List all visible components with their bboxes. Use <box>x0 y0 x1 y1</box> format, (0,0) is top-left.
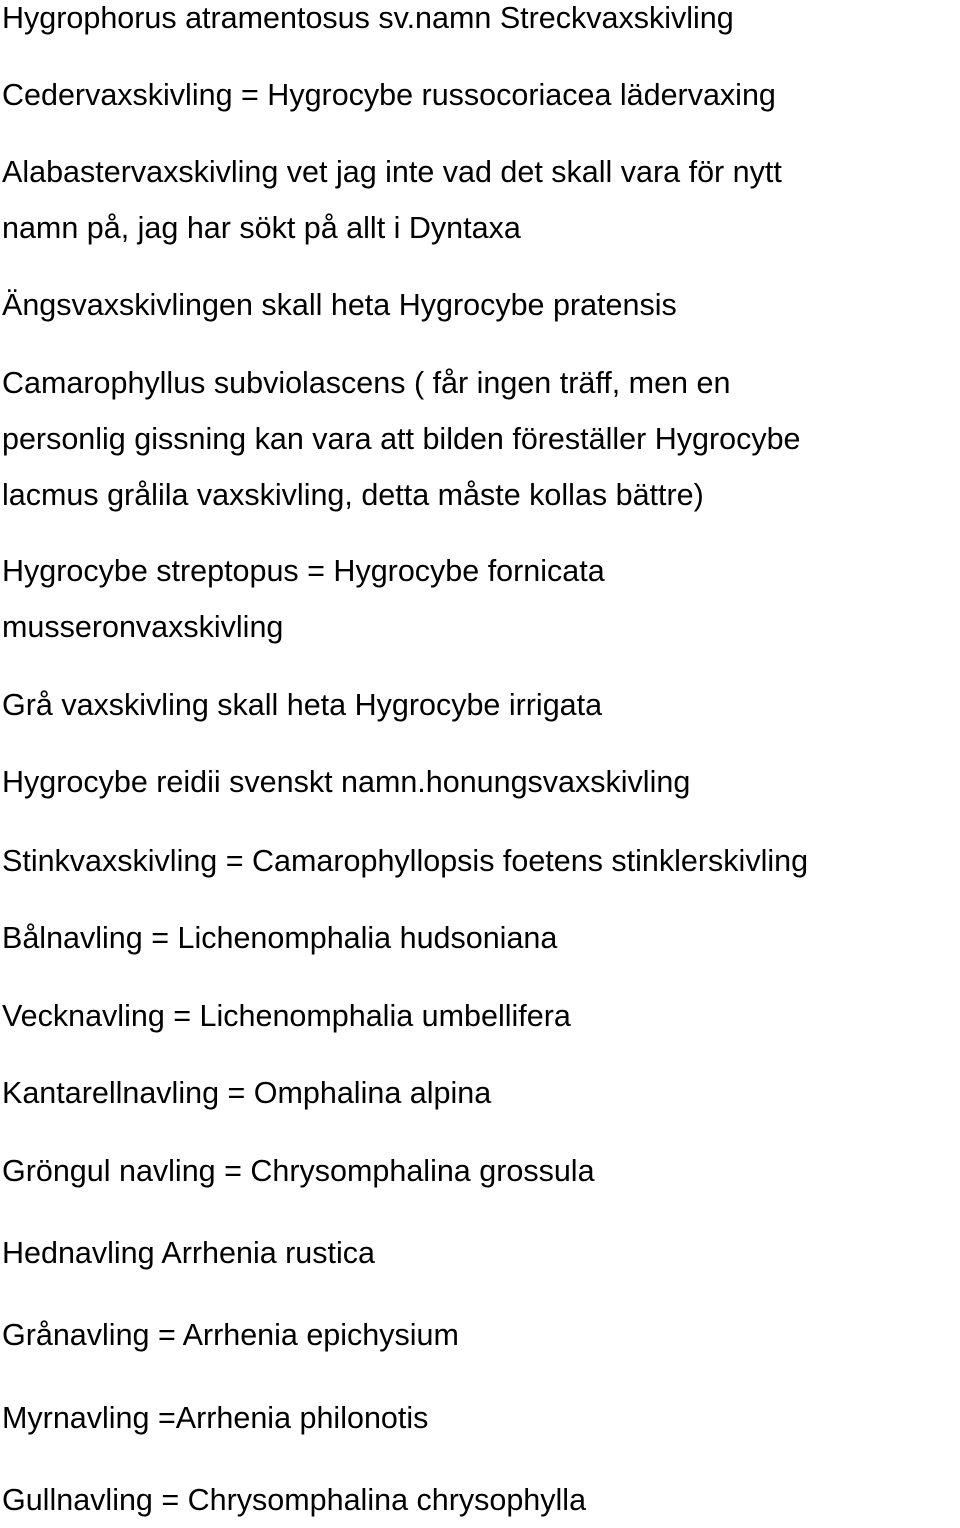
paragraph-hygrocybe-streptopus <box>2 543 605 655</box>
text-line: Myrnavling =Arrhenia philonotis <box>2 1401 429 1435</box>
paragraph-streckvaxskivling <box>2 0 734 46</box>
text-line: Gröngul navling = Chrysomphalina grossula <box>2 1154 595 1188</box>
text-line: Kantarellnavling = Omphalina alpina <box>2 1076 492 1110</box>
text-line: Hednavling Arrhenia rustica <box>2 1236 375 1270</box>
paragraph-gra-vaxskivling <box>2 677 602 733</box>
text-line: Camarophyllus subviolascens ( får ingen träff, men en <box>2 366 731 400</box>
paragraph-balnavling <box>2 910 557 966</box>
text-line: personlig gissning kan vara att bilden föreställer Hygrocybe <box>2 422 801 456</box>
paragraph-grongul-navling <box>2 1143 595 1199</box>
paragraph-camarophyllus-subviolascens <box>2 355 801 523</box>
paragraph-myrnavling <box>2 1390 428 1446</box>
paragraph-stinkvaxskivling <box>2 833 808 889</box>
paragraph-angsvaxskivlingen <box>2 277 677 333</box>
text-line: Ängsvaxskivlingen skall heta Hygrocybe pratensis <box>2 288 677 322</box>
paragraph-vecknavling <box>2 988 571 1044</box>
paragraph-granavling <box>2 1307 459 1363</box>
text-line: Hygrophorus atramentosus sv.namn Streckvaxskivling <box>2 1 734 35</box>
paragraph-kantarellnavling <box>2 1065 491 1121</box>
text-line: Hygrocybe reidii svenskt namn.honungsvaxskivling <box>2 765 691 799</box>
paragraph-gullnavling <box>2 1472 586 1528</box>
text-line: Cedervaxskivling = Hygrocybe russocoriacea lädervaxing <box>2 78 776 112</box>
paragraph-cedervaxskivling <box>2 67 776 123</box>
text-line: Gullnavling = Chrysomphalina chrysophylla <box>2 1483 587 1517</box>
paragraph-alabastervaxskivling <box>2 144 782 256</box>
text-line: Bålnavling = Lichenomphalia hudsoniana <box>2 921 558 955</box>
text-line: namn på, jag har sökt på allt i Dyntaxa <box>2 211 521 245</box>
text-line: Stinkvaxskivling = Camarophyllopsis foetens stinklerskivling <box>2 844 809 878</box>
text-line: musseronvaxskivling <box>2 610 284 644</box>
text-line: Alabastervaxskivling vet jag inte vad det skall vara för nytt <box>2 155 782 189</box>
text-line: Grå vaxskivling skall heta Hygrocybe irrigata <box>2 688 603 722</box>
text-line: Hygrocybe streptopus = Hygrocybe fornicata <box>2 554 605 588</box>
paragraph-hednavling <box>2 1225 375 1281</box>
paragraph-hygrocybe-reidii <box>2 754 690 810</box>
text-line: Grånavling = Arrhenia epichysium <box>2 1318 459 1352</box>
text-line: lacmus grålila vaxskivling, detta måste kollas bättre) <box>2 478 704 512</box>
text-line: Vecknavling = Lichenomphalia umbellifera <box>2 999 571 1033</box>
